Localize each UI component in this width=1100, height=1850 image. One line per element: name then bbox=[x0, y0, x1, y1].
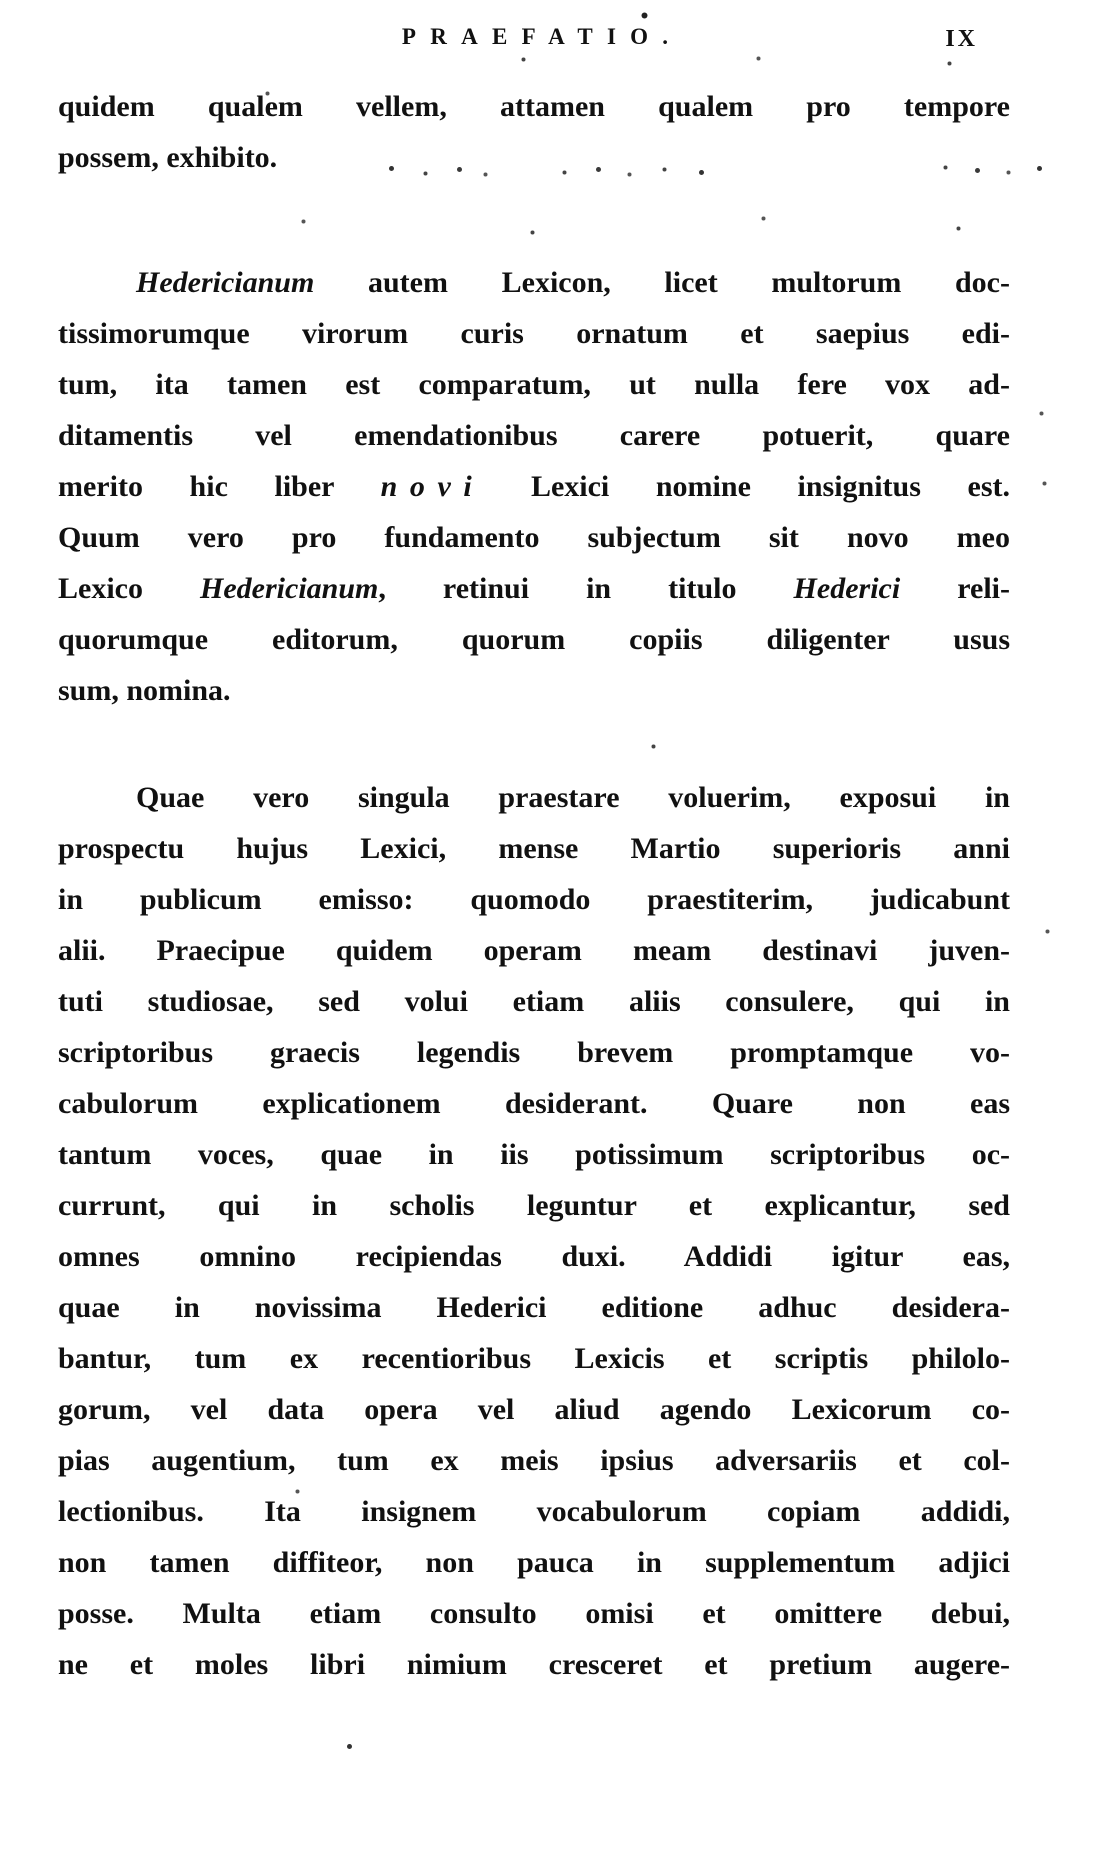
paragraph bbox=[58, 81, 1010, 183]
text-line bbox=[58, 976, 1010, 1027]
page-body bbox=[0, 81, 1010, 1690]
text-segment: tantum voces, quae in iis potissimum scriptoribus oc- bbox=[58, 1138, 1010, 1171]
text-line bbox=[58, 874, 1010, 925]
text-segment: sum, nomina. bbox=[58, 674, 231, 707]
text-segment: quorumque editorum, quorum copiis diligenter usus bbox=[58, 623, 1010, 656]
text-segment: lectionibus. Ita insignem vocabulorum copiam addidi, bbox=[58, 1495, 1010, 1528]
text-segment: Lexico bbox=[58, 572, 201, 605]
text-line bbox=[58, 1486, 1010, 1537]
text-segment: , retinui in titulo bbox=[378, 572, 794, 605]
paragraph bbox=[58, 257, 1010, 716]
text-segment: omnes omnino recipiendas duxi. Addidi igitur eas, bbox=[58, 1240, 1010, 1273]
text-line bbox=[58, 410, 1010, 461]
text-segment: ditamentis vel emendationibus carere potuerit, quare bbox=[58, 419, 1010, 452]
text-line bbox=[58, 1231, 1010, 1282]
text-line bbox=[58, 359, 1010, 410]
text-segment: currunt, qui in scholis leguntur et explicantur, sed bbox=[58, 1189, 1010, 1222]
text-segment: pias augentium, tum ex meis ipsius adversariis et col- bbox=[58, 1444, 1010, 1477]
text-line bbox=[58, 512, 1010, 563]
text-line bbox=[58, 925, 1010, 976]
text-line bbox=[58, 257, 1010, 308]
text-segment: quae in novissima Hederici editione adhuc desidera- bbox=[58, 1291, 1010, 1324]
text-segment: posse. Multa etiam consulto omisi et omittere debui, bbox=[58, 1597, 1010, 1630]
text-line bbox=[58, 461, 1010, 512]
text-line bbox=[58, 563, 1010, 614]
text-line bbox=[58, 772, 1010, 823]
text-segment: possem, exhibito. bbox=[58, 141, 278, 174]
text-line bbox=[58, 1282, 1010, 1333]
text-segment: in publicum emisso: quomodo praestiterim, judicabunt bbox=[58, 883, 1010, 916]
text-line bbox=[58, 1384, 1010, 1435]
text-line bbox=[58, 1639, 1010, 1690]
italic-text: novi bbox=[380, 470, 485, 503]
italic-text: Hedericianum bbox=[136, 266, 315, 299]
text-segment: alii. Praecipue quidem operam meam destinavi juven- bbox=[58, 934, 1010, 967]
italic-text: Hedericianum bbox=[200, 572, 379, 605]
italic-text: Hederici bbox=[793, 572, 901, 605]
text-segment: tissimorumque virorum curis ornatum et saepius edi- bbox=[58, 317, 1010, 350]
text-line bbox=[58, 1027, 1010, 1078]
text-line bbox=[58, 614, 1010, 665]
text-segment: Quae vero singula praestare voluerim, exposui in bbox=[136, 781, 1010, 814]
page-number: IX bbox=[945, 26, 978, 52]
text-line bbox=[58, 1180, 1010, 1231]
text-segment: tuti studiosae, sed volui etiam aliis consulere, qui in bbox=[58, 985, 1010, 1018]
text-line bbox=[58, 1333, 1010, 1384]
text-segment: Lexici nomine insignitus est. bbox=[484, 470, 1010, 503]
text-segment: Quum vero pro fundamento subjectum sit novo meo bbox=[58, 521, 1010, 554]
text-segment: tum, ita tamen est comparatum, ut nulla fere vox ad- bbox=[58, 368, 1010, 401]
text-line bbox=[58, 823, 1010, 874]
text-line bbox=[58, 665, 1010, 716]
text-segment: ne et moles libri nimium cresceret et pretium augere- bbox=[58, 1648, 1010, 1681]
text-line bbox=[58, 1588, 1010, 1639]
text-segment: non tamen diffiteor, non pauca in supplementum adjici bbox=[58, 1546, 1010, 1579]
text-segment: cabulorum explicationem desiderant. Quare non eas bbox=[58, 1087, 1010, 1120]
text-segment: merito hic liber bbox=[58, 470, 381, 503]
text-line bbox=[58, 308, 1010, 359]
text-segment: bantur, tum ex recentioribus Lexicis et scriptis philolo- bbox=[58, 1342, 1010, 1375]
text-segment: gorum, vel data opera vel aliud agendo Lexicorum co- bbox=[58, 1393, 1010, 1426]
text-segment: prospectu hujus Lexici, mense Martio superioris anni bbox=[58, 832, 1010, 865]
text-segment: autem Lexicon, licet multorum doc- bbox=[314, 266, 1010, 299]
text-segment: reli- bbox=[900, 572, 1010, 605]
text-segment: scriptoribus graecis legendis brevem promptamque vo- bbox=[58, 1036, 1010, 1069]
text-line bbox=[58, 81, 1010, 132]
text-segment: quidem qualem vellem, attamen qualem pro tempore bbox=[58, 90, 1010, 123]
page-header bbox=[0, 0, 1100, 60]
page-title: PRAEFATIO. bbox=[401, 24, 683, 49]
text-line bbox=[58, 1129, 1010, 1180]
text-line bbox=[58, 132, 1010, 183]
text-line bbox=[58, 1435, 1010, 1486]
text-line bbox=[58, 1537, 1010, 1588]
text-line bbox=[58, 1078, 1010, 1129]
paragraph bbox=[58, 772, 1010, 1690]
